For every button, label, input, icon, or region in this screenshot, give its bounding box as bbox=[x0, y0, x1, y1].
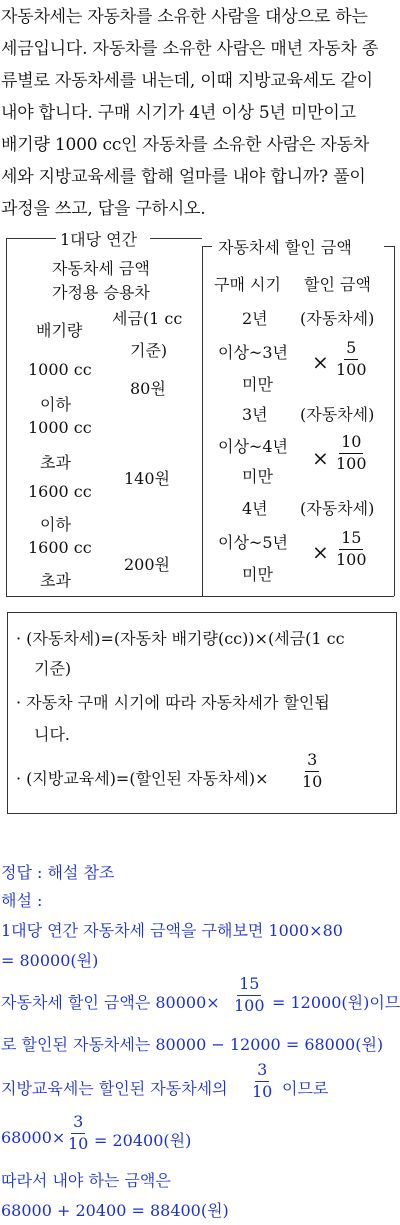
displacement-cell: 초과 bbox=[40, 571, 71, 590]
fraction-numerator: 15 bbox=[339, 530, 363, 550]
fraction-denominator: 100 bbox=[234, 995, 265, 1015]
tax-cell: 140원 bbox=[124, 469, 170, 488]
period-cell: 미만 bbox=[242, 467, 273, 486]
note-line: 니다. bbox=[34, 725, 70, 744]
displacement-cell: 1600 cc bbox=[28, 538, 92, 557]
discount-cell: (자동차세) bbox=[300, 309, 375, 328]
solution-line: 68000 + 20400 = 88400(원) bbox=[1, 1201, 229, 1220]
period-cell: 3년 bbox=[242, 405, 268, 424]
displacement-cell: 1600 cc bbox=[28, 482, 92, 501]
times-sign: × bbox=[312, 446, 329, 470]
note-line: · (지방교육세)=(할인된 자동차세)× bbox=[16, 769, 269, 788]
displacement-cell: 이하 bbox=[40, 515, 71, 534]
solution-label: 해설 : bbox=[1, 891, 43, 910]
period-cell: 미만 bbox=[242, 375, 273, 394]
table-border bbox=[6, 238, 7, 596]
question-line: 세와 지방교육세를 합해 얼마를 내야 합니까? 풀이 bbox=[1, 167, 366, 187]
fraction-denominator: 10 bbox=[68, 1133, 89, 1153]
fraction-numerator: 3 bbox=[71, 1114, 85, 1134]
solution-line: 자동차세 할인 금액은 80000× bbox=[1, 993, 220, 1012]
times-sign: × bbox=[312, 350, 329, 374]
discount-fraction bbox=[334, 434, 369, 473]
column-header-displacement: 배기량 bbox=[36, 321, 83, 340]
question-line: 내야 합니다. 구매 시기가 4년 이상 5년 미만이고 bbox=[1, 103, 356, 123]
table-subtitle: 자동차세 금액 bbox=[52, 259, 150, 278]
times-sign: × bbox=[312, 540, 329, 564]
table-border bbox=[150, 238, 202, 239]
answer-line: 정답 : 해설 참조 bbox=[1, 863, 115, 882]
solution-line: 따라서 내야 하는 금액은 bbox=[1, 1171, 171, 1190]
table-border bbox=[202, 596, 394, 597]
table-border bbox=[6, 238, 56, 239]
period-cell: 2년 bbox=[242, 309, 268, 328]
table-title: 자동차세 할인 금액 bbox=[218, 238, 352, 257]
note-fraction bbox=[300, 752, 324, 791]
question-line: 과정을 쓰고, 답을 구하시오. bbox=[1, 199, 206, 219]
period-cell: 이상~5년 bbox=[218, 533, 288, 552]
fraction-denominator: 10 bbox=[302, 771, 323, 791]
discount-cell: (자동차세) bbox=[300, 499, 375, 518]
fraction-numerator: 15 bbox=[237, 976, 261, 996]
table-title: 1대당 연간 bbox=[60, 230, 138, 249]
solution-fraction bbox=[250, 1062, 274, 1101]
table-subtitle: 가정용 승용차 bbox=[52, 283, 150, 302]
fraction-denominator: 100 bbox=[336, 453, 367, 473]
solution-line: 지방교육세는 할인된 자동차세의 bbox=[1, 1079, 228, 1098]
question-line: 세금입니다. 자동차를 소유한 사람은 매년 자동차 종 bbox=[1, 39, 379, 59]
displacement-cell: 이하 bbox=[40, 395, 71, 414]
table-border bbox=[6, 596, 202, 597]
tax-cell: 80원 bbox=[130, 379, 166, 398]
solution-line: 68000× bbox=[1, 1128, 66, 1147]
table-border bbox=[394, 246, 395, 596]
solution-line: = 80000(원) bbox=[1, 951, 99, 970]
displacement-cell: 1000 cc bbox=[28, 418, 92, 437]
discount-fraction bbox=[334, 340, 369, 379]
column-header-period: 구매 시기 bbox=[214, 275, 281, 294]
column-header-tax: 기준) bbox=[130, 341, 168, 360]
displacement-cell: 초과 bbox=[40, 453, 71, 472]
period-cell: 4년 bbox=[242, 499, 268, 518]
solution-line: 로 할인된 자동차세는 80000 − 12000 = 68000(원) bbox=[1, 1035, 384, 1054]
table-border bbox=[202, 246, 203, 596]
note-line: · 자동차 구매 시기에 따라 자동차세가 할인됩 bbox=[16, 693, 330, 712]
period-cell: 미만 bbox=[242, 565, 273, 584]
discount-cell: (자동차세) bbox=[300, 405, 375, 424]
question-line: 배기량 1000 cc인 자동차를 소유한 사람은 자동차 bbox=[1, 135, 370, 155]
solution-fraction bbox=[66, 1114, 90, 1153]
period-cell: 이상~4년 bbox=[218, 437, 288, 456]
solution-line: = 12000(원)이므 bbox=[272, 993, 400, 1012]
column-header-discount: 할인 금액 bbox=[304, 275, 371, 294]
table-border bbox=[384, 246, 394, 247]
note-line: · (자동차세)=(자동차 배기량(cc))×(세금(1 cc bbox=[16, 629, 345, 648]
fraction-denominator: 100 bbox=[336, 359, 367, 379]
solution-line: 1대당 연간 자동차세 금액을 구해보면 1000×80 bbox=[1, 921, 343, 940]
solution-fraction bbox=[232, 976, 267, 1015]
fraction-numerator: 10 bbox=[339, 434, 363, 454]
fraction-numerator: 3 bbox=[255, 1062, 269, 1082]
fraction-denominator: 100 bbox=[336, 549, 367, 569]
table-border bbox=[202, 246, 212, 247]
fraction-numerator: 5 bbox=[344, 340, 358, 360]
discount-fraction bbox=[334, 530, 369, 569]
question-line: 자동차세는 자동차를 소유한 사람을 대상으로 하는 bbox=[1, 7, 368, 27]
displacement-cell: 1000 cc bbox=[28, 360, 92, 379]
column-header-tax: 세금(1 cc bbox=[112, 309, 183, 328]
question-line: 류별로 자동차세를 내는데, 이때 지방교육세도 같이 bbox=[1, 71, 373, 91]
period-cell: 이상~3년 bbox=[218, 343, 288, 362]
note-line: 기준) bbox=[34, 659, 72, 678]
fraction-denominator: 10 bbox=[252, 1081, 273, 1101]
solution-line: = 20400(원) bbox=[94, 1131, 192, 1150]
tax-cell: 200원 bbox=[124, 555, 170, 574]
solution-line: 이므로 bbox=[282, 1079, 329, 1098]
fraction-numerator: 3 bbox=[305, 752, 319, 772]
